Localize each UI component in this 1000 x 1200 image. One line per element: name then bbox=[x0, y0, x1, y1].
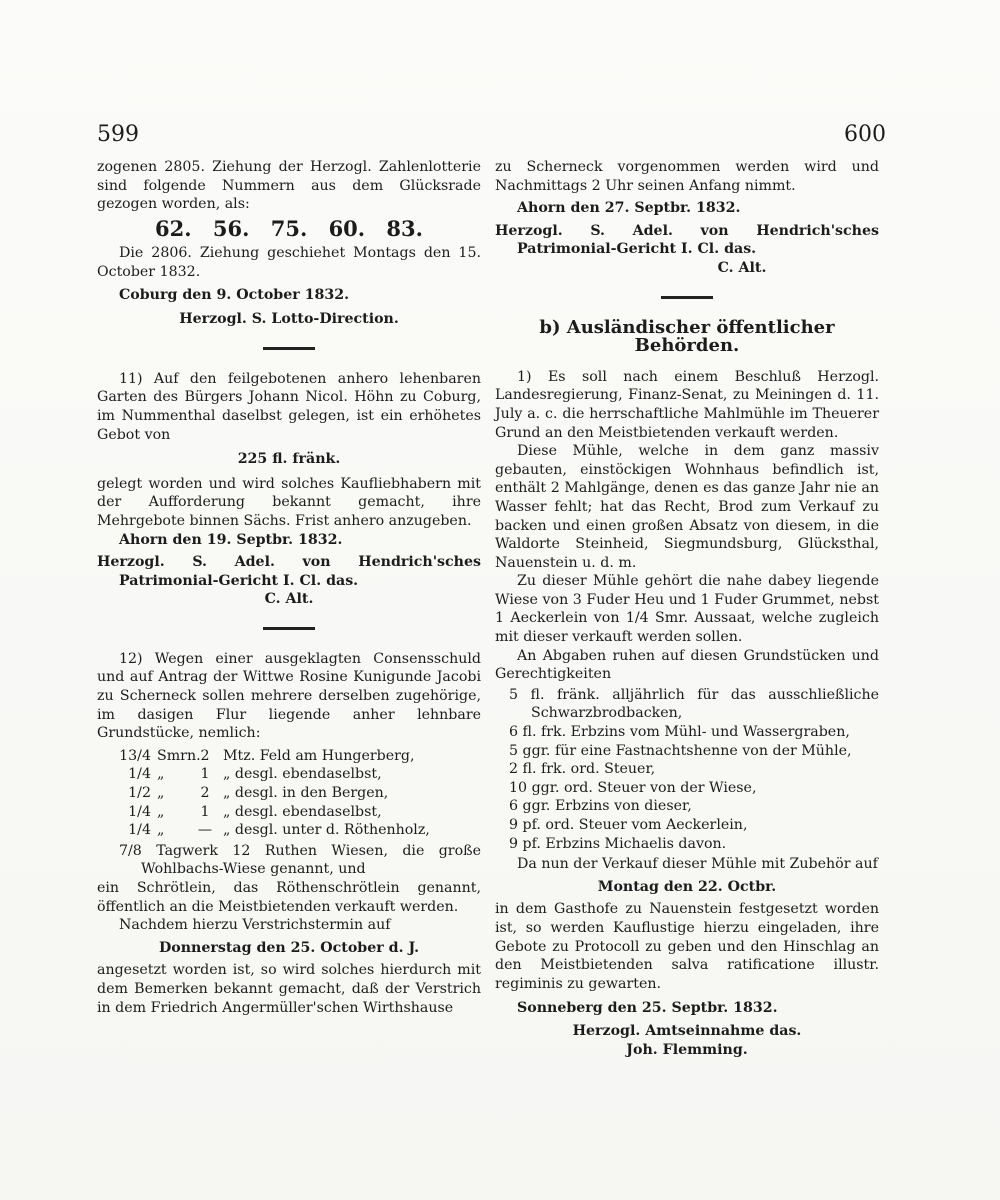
fees-list bbox=[509, 686, 879, 853]
authority-signature: Herzogl. Amtseinnahme das. bbox=[572, 1022, 802, 1039]
section-heading: b) Ausländischer öffentlicher Behörden. bbox=[539, 316, 835, 357]
fee-item: 6 fl. frk. Erbzins vom Mühl- und Wassergraben, bbox=[509, 724, 850, 741]
notice-11-text: 11) Auf den feilgebotenen anhero lehenbaren Garten des Bürgers Johann Nicol. Höhn zu Coburg, im Nummenthal daselbst gelegen, ist ein erhöhetes Gebot von bbox=[97, 370, 481, 443]
page-number-right: 600 bbox=[844, 122, 886, 147]
parcel-row: 1/2 „ 2 „ desgl. in den Bergen, bbox=[128, 785, 389, 802]
parcel-row: 1/4 „ 1 „ desgl. ebendaselbst, bbox=[128, 803, 382, 820]
signatory: C. Alt. bbox=[264, 591, 314, 608]
sale-date: Montag den 22. Octbr. bbox=[597, 878, 777, 895]
fee-item: 9 pf. Erbzins Michaelis davon. bbox=[509, 835, 727, 852]
notice-12-text: 12) Wegen einer ausgeklagten Consensschuld und auf Antrag der Wittwe Rosine Kunigunde Jacobi zu Scherneck sollen mehrere derselben zugehörige, im dasigen Flur liegende anher lehnbare Grundstücke, nemlich: bbox=[97, 650, 481, 742]
parcel-row: 13/4 Smrn. 2 Mtz. Feld am Hungerberg, bbox=[119, 747, 415, 764]
signatory: C. Alt. bbox=[717, 259, 767, 276]
page-number-left: 599 bbox=[97, 122, 139, 147]
fee-item: 9 pf. ord. Steuer vom Aeckerlein, bbox=[509, 817, 748, 833]
authority-signature: Herzogl. S. Adel. von Hendrich'sches Patrimonial-Gericht I. Cl. das. bbox=[495, 222, 879, 258]
separator-rule bbox=[263, 627, 315, 630]
continuation-text: zu Scherneck vorgenommen werden wird und Nachmittags 2 Uhr seinen Anfang nimmt. bbox=[495, 159, 879, 194]
fee-item: 5 fl. fränk. alljährlich für das ausschließliche Schwarzbrodbacken, bbox=[509, 686, 879, 722]
separator-rule bbox=[661, 296, 713, 299]
parcel-row: 1/4 „ 1 „ desgl. ebendaselbst, bbox=[128, 766, 382, 783]
lottery-numbers: 62. 56. 75. 60. 83. bbox=[155, 215, 423, 241]
notice-12-text-final: angesetzt worden ist, so wird solches hierdurch mit dem Bemerken bekannt gemacht, daß der Verstrich in dem Friedrich Angermüller'schen Wirthshause bbox=[97, 962, 481, 1016]
meadow-item: 7/8 Tagwerk 12 Ruthen Wiesen, die große Wohlbachs-Wiese genannt, und bbox=[119, 842, 481, 878]
deadline-intro: Nachdem hierzu Verstrichstermin auf bbox=[119, 917, 391, 934]
notice-1-text: 1) Es soll nach einem Beschluß Herzogl. Landesregierung, Finanz-Senat, zu Meiningen d. 11. July a. c. die herrschaftliche Mahlmühle im Theuerer Grund an den Meistbietenden verkauft werden. bbox=[495, 368, 879, 441]
notice-12-text-continued: ein Schrötlein, das Röthenschrötlein genannt, öffentlich an die Meistbietenden verkauft werden. bbox=[97, 880, 481, 915]
bid-amount: 225 fl. fränk. bbox=[237, 451, 341, 468]
meadow-description: Zu dieser Mühle gehört die nahe dabey liegende Wiese von 3 Fuder Heu und 1 Fuder Grummet, nebst 1 Aeckerlein von 1/4 Smr. Aussaat, welche zugleich mit dieser verkauft werden sollen. bbox=[495, 573, 879, 646]
separator-rule bbox=[263, 347, 315, 350]
authority-signature: Herzogl. S. Adel. von Hendrich'sches Patrimonial-Gericht I. Cl. das. bbox=[97, 554, 481, 589]
lottery-intro: zogenen 2805. Ziehung der Herzogl. Zahlenlotterie sind folgende Nummern aus dem Glücksrade gezogen worden, als: bbox=[97, 159, 481, 213]
sale-text: Da nun der Verkauf dieser Mühle mit Zubehör auf bbox=[517, 856, 878, 873]
mill-description: Diese Mühle, welche in dem ganz massiv gebauten, einstöckigen Wohnhaus befindlich ist, enthält 2 Mahlgänge, denen es das ganze Jahr nie an Wasser fehlt; hat das Recht, Brod zum Verkauf zu backen und einen großen Absatz von diesem, in die Waldorte Steinheid, Siegmundsburg, Glücksthal, Nauenstein u. d. m. bbox=[495, 443, 879, 571]
authority-signature: Herzogl. S. Lotto-Direction. bbox=[179, 311, 399, 328]
fee-item: 5 ggr. für eine Fastnachtshenne von der Mühle, bbox=[509, 742, 852, 759]
place-date: Sonneberg den 25. Septbr. 1832. bbox=[517, 1000, 778, 1017]
signatory: Joh. Flemming. bbox=[626, 1041, 748, 1058]
sale-text-continued: in dem Gasthofe zu Nauenstein festgesetzt worden ist, so werden Kauflustige hierzu eingeladen, ihre Gebote zu Protocoll zu geben und den Hinschlag an den Meistbietenden salva ratificatione illustr. regiminis zu gewarten. bbox=[495, 901, 879, 992]
fee-item: 10 ggr. ord. Steuer von der Wiese, bbox=[509, 779, 757, 796]
fee-item: 6 ggr. Erbzins von dieser, bbox=[509, 798, 692, 815]
deadline-date: Donnerstag den 25. October d. J. bbox=[158, 939, 420, 956]
place-date: Ahorn den 27. Septbr. 1832. bbox=[517, 200, 741, 217]
place-date: Ahorn den 19. Septbr. 1832. bbox=[119, 531, 343, 548]
parcel-row: 1/4 „ — „ desgl. unter d. Röthenholz, bbox=[128, 822, 430, 839]
fees-intro: An Abgaben ruhen auf diesen Grundstücken und Gerechtigkeiten bbox=[495, 647, 879, 683]
left-column bbox=[97, 158, 481, 1017]
right-column bbox=[495, 158, 879, 1059]
notice-11-text-continued: gelegt worden und wird solches Kaufliebhabern mit der Aufforderung bekannt gemacht, ihre Mehrgebote binnen Sächs. Frist anhero anzugeben. bbox=[97, 475, 481, 529]
next-draw-text: Die 2806. Ziehung geschiehet Montags den 15. October 1832. bbox=[97, 245, 481, 280]
parcel-list bbox=[97, 747, 481, 840]
fee-item: 2 fl. frk. ord. Steuer, bbox=[509, 761, 656, 778]
place-date: Coburg den 9. October 1832. bbox=[119, 286, 350, 303]
